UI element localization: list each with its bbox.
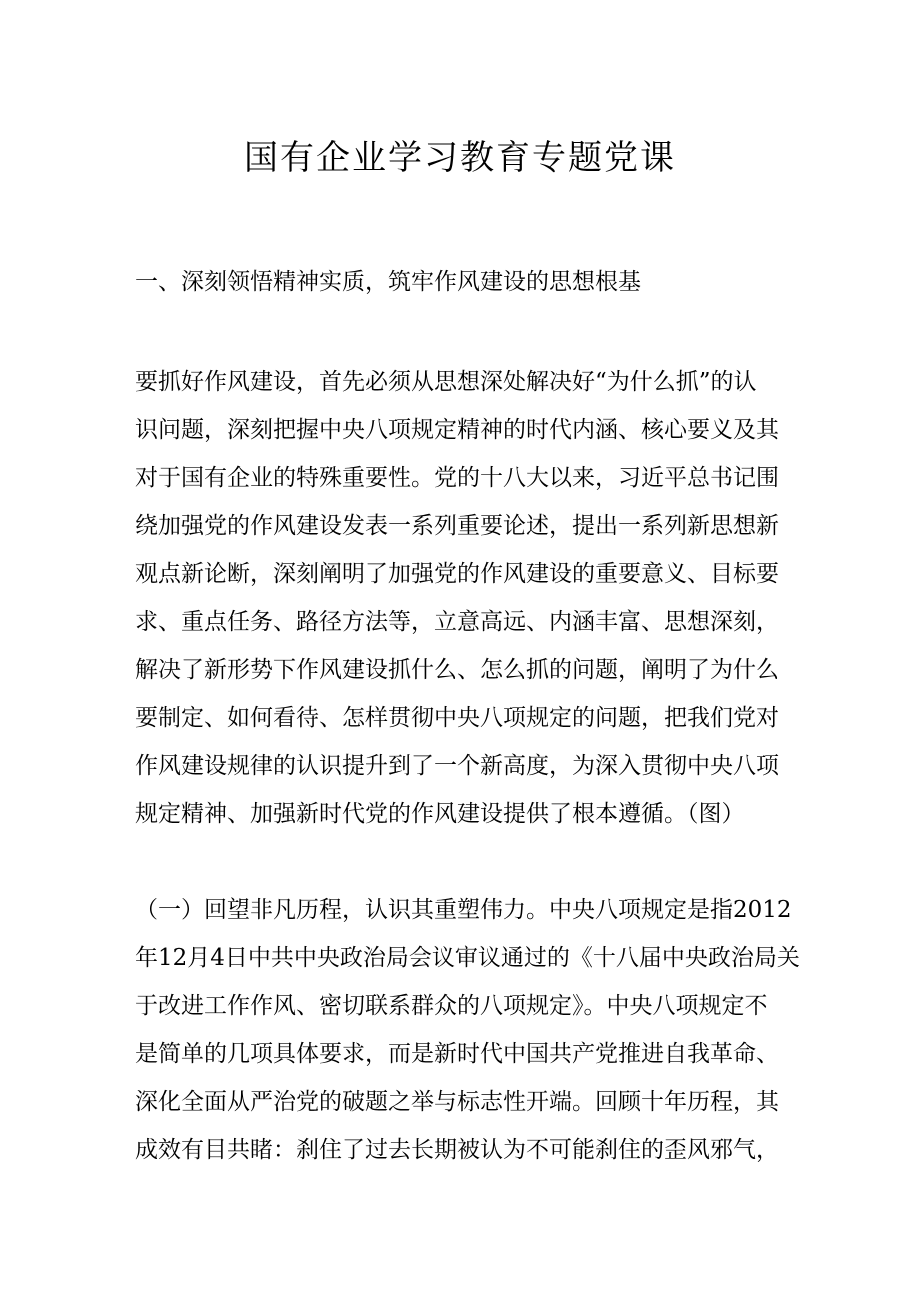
paragraph-line: 成效有目共睹：刹住了过去长期被认为不可能刹住的歪风邪气， — [135, 1137, 779, 1163]
body-paragraph-1 — [135, 358, 795, 838]
paragraph-line: 对于国有企业的特殊重要性。党的十八大以来，习近平总书记围 — [135, 465, 779, 491]
paragraph-line: 是简单的几项具体要求，而是新时代中国共产党推进自我革命、 — [135, 1041, 779, 1067]
paragraph-line: 要抓好作风建设，首先必须从思想深处解决好“为什么抓”的认 — [135, 369, 757, 395]
paragraph-line: 求、重点任务、路径方法等，立意高远、内涵丰富、思想深刻， — [135, 609, 779, 635]
body-paragraph-2 — [135, 886, 800, 1174]
paragraph-line: 绕加强党的作风建设发表一系列重要论述，提出一系列新思想新 — [135, 513, 779, 539]
paragraph-line: 观点新论断，深刻阐明了加强党的作风建设的重要意义、目标要 — [135, 561, 779, 587]
paragraph-line: 于改进工作作风、密切联系群众的八项规定》。中央八项规定不 — [135, 993, 768, 1019]
paragraph-line: 年12月4日中共中央政治局会议审议通过的《十八届中央政治局关 — [135, 945, 800, 971]
paragraph-line: 规定精神、加强新时代党的作风建设提供了根本遵循。（图） — [135, 801, 745, 827]
paragraph-line: 深化全面从严治党的破题之举与标志性开端。回顾十年历程，其 — [135, 1089, 779, 1115]
section-heading: 一、深刻领悟精神实质，筑牢作风建设的思想根基 — [135, 269, 641, 295]
paragraph-line: 识问题，深刻把握中央八项规定精神的时代内涵、核心要义及其 — [135, 417, 779, 443]
paragraph-line: （一）回望非凡历程，认识其重塑伟力。中央八项规定是指2012 — [135, 897, 792, 923]
paragraph-line: 作风建设规律的认识提升到了一个新高度，为深入贯彻中央八项 — [135, 753, 779, 779]
document-title: 国有企业学习教育专题党课 — [244, 138, 676, 178]
paragraph-line: 解决了新形势下作风建设抓什么、怎么抓的问题，阐明了为什么 — [135, 657, 779, 683]
paragraph-line: 要制定、如何看待、怎样贯彻中央八项规定的问题，把我们党对 — [135, 705, 779, 731]
